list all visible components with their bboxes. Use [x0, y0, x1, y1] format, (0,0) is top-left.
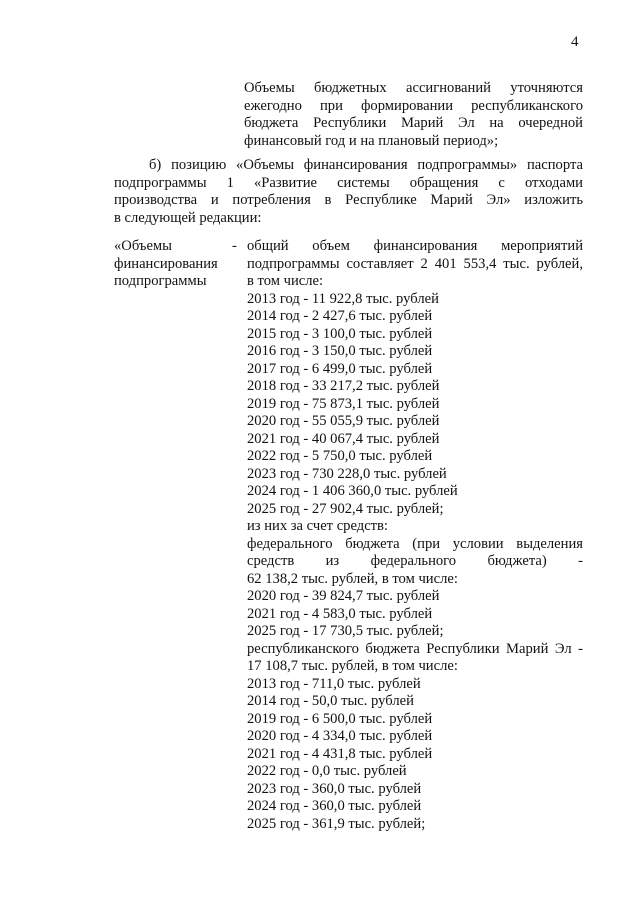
text-line: в следующей редакции:: [114, 209, 262, 226]
text-line: производства и потребления в Республике Марий Эл» изложить: [114, 192, 583, 209]
year-line: 2022 год - 5 750,0 тыс. рублей: [247, 448, 433, 464]
year-line: 2021 год - 40 067,4 тыс. рублей: [247, 430, 440, 447]
text-line: общий объем финансирования мероприятий: [247, 238, 583, 254]
year-line: 2025 год - 17 730,5 тыс. рублей;: [247, 623, 444, 639]
year-line: 2016 год - 3 150,0 тыс. рублей: [247, 343, 433, 359]
year-line: 2019 год - 6 500,0 тыс. рублей: [247, 710, 433, 727]
year-line: 2025 год - 361,9 тыс. рублей;: [247, 815, 426, 832]
year-line: 2014 год - 50,0 тыс. рублей: [247, 693, 414, 709]
year-line: 2021 год - 4 431,8 тыс. рублей: [247, 745, 433, 762]
text-line: финансовый год и на плановый период»;: [244, 132, 499, 149]
year-line: 2023 год - 360,0 тыс. рублей: [247, 780, 422, 797]
year-line: 2015 год - 3 100,0 тыс. рублей: [247, 325, 433, 342]
passport-row-content: [247, 238, 583, 833]
page-number: 4: [571, 34, 579, 50]
year-line: 2018 год - 33 217,2 тыс. рублей: [247, 378, 440, 394]
text-line: средств из федерального бюджета) -: [247, 553, 583, 569]
label-line: подпрограммы: [114, 273, 207, 290]
text-line: б) позицию «Объемы финансирования подпрограммы» паспорта: [149, 157, 583, 173]
intro-text: [244, 80, 583, 150]
amendment-paragraph: [114, 157, 583, 227]
row-dash: -: [232, 238, 237, 254]
year-line: 2025 год - 27 902,4 тыс. рублей;: [247, 500, 444, 517]
year-line: 2020 год - 39 824,7 тыс. рублей: [247, 588, 440, 604]
year-line: 2017 год - 6 499,0 тыс. рублей: [247, 360, 433, 377]
passport-row-label: [114, 238, 218, 291]
text-line: бюджета Республики Марий Эл на очередной: [244, 115, 583, 132]
text-line: республиканского бюджета Республики Марий Эл -: [247, 640, 583, 657]
text-line: подпрограммы составляет 2 401 553,4 тыс. рублей,: [247, 255, 583, 272]
sources-heading: из них за счет средств:: [247, 518, 388, 534]
year-line: 2013 год - 11 922,8 тыс. рублей: [247, 290, 439, 307]
year-line: 2020 год - 55 055,9 тыс. рублей: [247, 413, 440, 429]
year-line: 2014 год - 2 427,6 тыс. рублей: [247, 308, 433, 324]
text-line: 17 108,7 тыс. рублей, в том числе:: [247, 658, 458, 674]
year-line: 2023 год - 730 228,0 тыс. рублей: [247, 465, 447, 482]
text-line: 62 138,2 тыс. рублей, в том числе:: [247, 570, 458, 587]
text-line: федерального бюджета (при условии выделения: [247, 535, 583, 552]
year-line: 2021 год - 4 583,0 тыс. рублей: [247, 605, 433, 622]
text-line: Объемы бюджетных ассигнований уточняются: [244, 80, 583, 96]
year-line: 2022 год - 0,0 тыс. рублей: [247, 763, 407, 779]
year-line: 2020 год - 4 334,0 тыс. рублей: [247, 728, 433, 744]
text-line: в том числе:: [247, 273, 324, 289]
year-line: 2024 год - 360,0 тыс. рублей: [247, 798, 422, 814]
year-line: 2019 год - 75 873,1 тыс. рублей: [247, 395, 440, 412]
label-line: «Объемы: [114, 238, 172, 254]
year-line: 2024 год - 1 406 360,0 тыс. рублей: [247, 483, 458, 499]
label-line: финансирования: [114, 255, 218, 272]
text-line: подпрограммы 1 «Развитие системы обращения с отходами: [114, 174, 583, 191]
year-line: 2013 год - 711,0 тыс. рублей: [247, 675, 421, 692]
text-line: ежегодно при формировании республиканского: [244, 97, 583, 114]
